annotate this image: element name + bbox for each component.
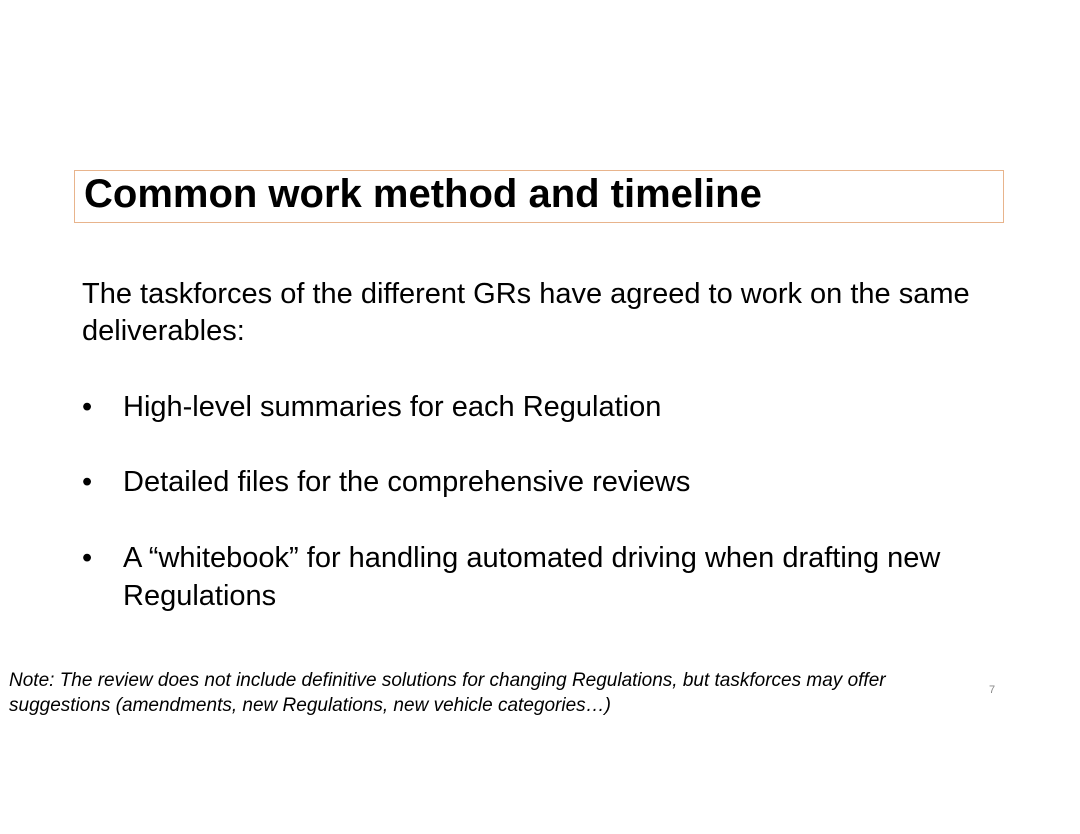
footnote: Note: The review does not include definitive solutions for changing Regulations, but taskforces may offer suggestions (amendments, new Regulations, new vehicle categories…) bbox=[9, 670, 886, 716]
intro-paragraph: The taskforces of the different GRs have agreed to work on the same deliverables: bbox=[82, 278, 970, 347]
page-number: 7 bbox=[989, 684, 996, 696]
bullet-dot-icon: • bbox=[82, 391, 93, 423]
bullet-dot-icon: • bbox=[82, 466, 93, 498]
bullet-text: High-level summaries for each Regulation bbox=[123, 391, 662, 423]
slide-title: Common work method and timeline bbox=[84, 172, 762, 216]
bullet-text: Detailed files for the comprehensive reviews bbox=[123, 466, 691, 498]
bullet-dot-icon: • bbox=[82, 542, 93, 574]
bullet-text: A “whitebook” for handling automated driving when drafting new Regulations bbox=[123, 542, 941, 612]
title-box bbox=[74, 170, 1004, 223]
